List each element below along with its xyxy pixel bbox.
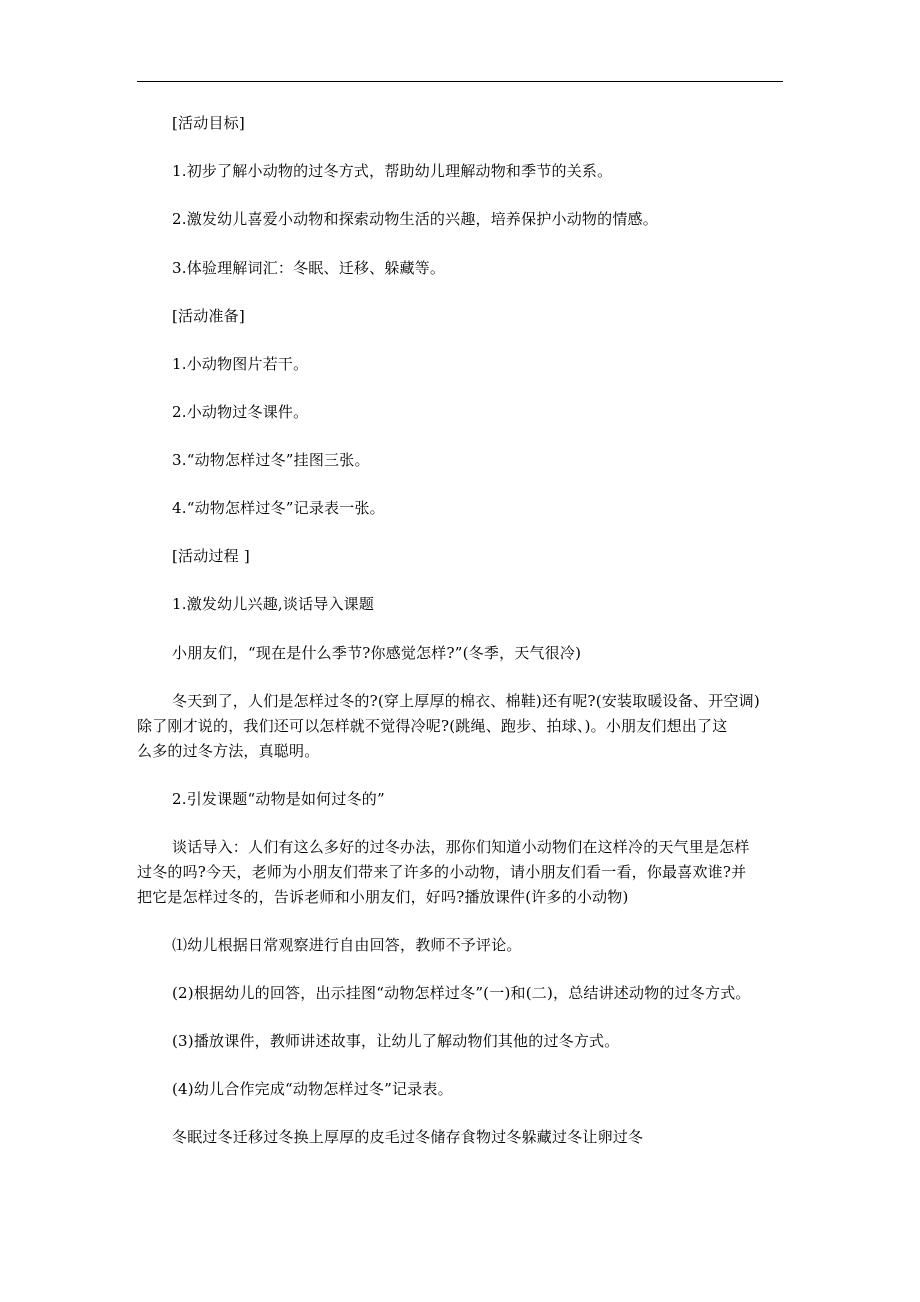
section-heading-preparation: [活动准备] — [172, 307, 245, 325]
goal-item-1: 1.初步了解小动物的过冬方式，帮助幼儿理解动物和季节的关系。 — [172, 162, 613, 180]
substep-1: ⑴幼儿根据日常观察进行自由回答，教师不予评论。 — [172, 936, 522, 954]
prep-item-3: 3.“动物怎样过冬”挂图三张。 — [172, 451, 370, 469]
prep-item-1: 1.小动物图片若干。 — [172, 355, 309, 373]
section-heading-process: [活动过程 ] — [172, 547, 250, 565]
prep-item-2: 2.小动物过冬课件。 — [172, 403, 309, 421]
paragraph-winter-line-2: 除了刚才说的，我们还可以怎样就不觉得冷呢?(跳绳、跑步、拍球、)。小朋友们想出了这 — [137, 717, 728, 735]
prep-item-4: 4.“动物怎样过冬”记录表一张。 — [172, 499, 385, 517]
dialogue-line: 小朋友们，“现在是什么季节?你感觉怎样?”(冬季，天气很冷) — [172, 644, 582, 662]
paragraph-talk-line-2: 过冬的吗?今天，老师为小朋友们带来了许多的小动物，请小朋友们看一看，你最喜欢谁?并 — [137, 863, 747, 881]
process-step-2-heading: 2.引发课题“动物是如何过冬的” — [172, 790, 385, 808]
paragraph-winter-line-1: 冬天到了，人们是怎样过冬的?(穿上厚厚的棉衣、棉鞋)还有呢?(安装取暖设备、开空调) — [172, 692, 760, 710]
paragraph-talk-line-3: 把它是怎样过冬的，告诉老师和小朋友们，好吗?播放课件(许多的小动物) — [137, 888, 629, 906]
substep-2: (2)根据幼儿的回答，出示挂图“动物怎样过冬”(一)和(二)，总结讲述动物的过冬方式。 — [172, 984, 751, 1002]
section-heading-goals: [活动目标] — [172, 114, 245, 132]
record-sheet-categories: 冬眠过冬迁移过冬换上厚厚的皮毛过冬储存食物过冬躲藏过冬让卵过冬 — [172, 1128, 644, 1146]
goal-item-2: 2.激发幼儿喜爱小动物和探索动物生活的兴趣，培养保护小动物的情感。 — [172, 210, 658, 228]
header-rule — [137, 81, 783, 82]
process-step-1-heading: 1.激发幼儿兴趣,谈话导入课题 — [172, 595, 375, 613]
paragraph-talk-line-1: 谈话导入：人们有这么多好的过冬办法，那你们知道小动物们在这样冷的天气里是怎样 — [172, 838, 750, 856]
substep-4: (4)幼儿合作完成“动物怎样过冬”记录表。 — [172, 1080, 453, 1098]
paragraph-winter-line-3: 么多的过冬方法，真聪明。 — [137, 742, 320, 760]
goal-item-3: 3.体验理解词汇：冬眠、迁移、躲藏等。 — [172, 259, 446, 277]
substep-3: (3)播放课件，教师讲述故事，让幼儿了解动物们其他的过冬方式。 — [172, 1032, 620, 1050]
